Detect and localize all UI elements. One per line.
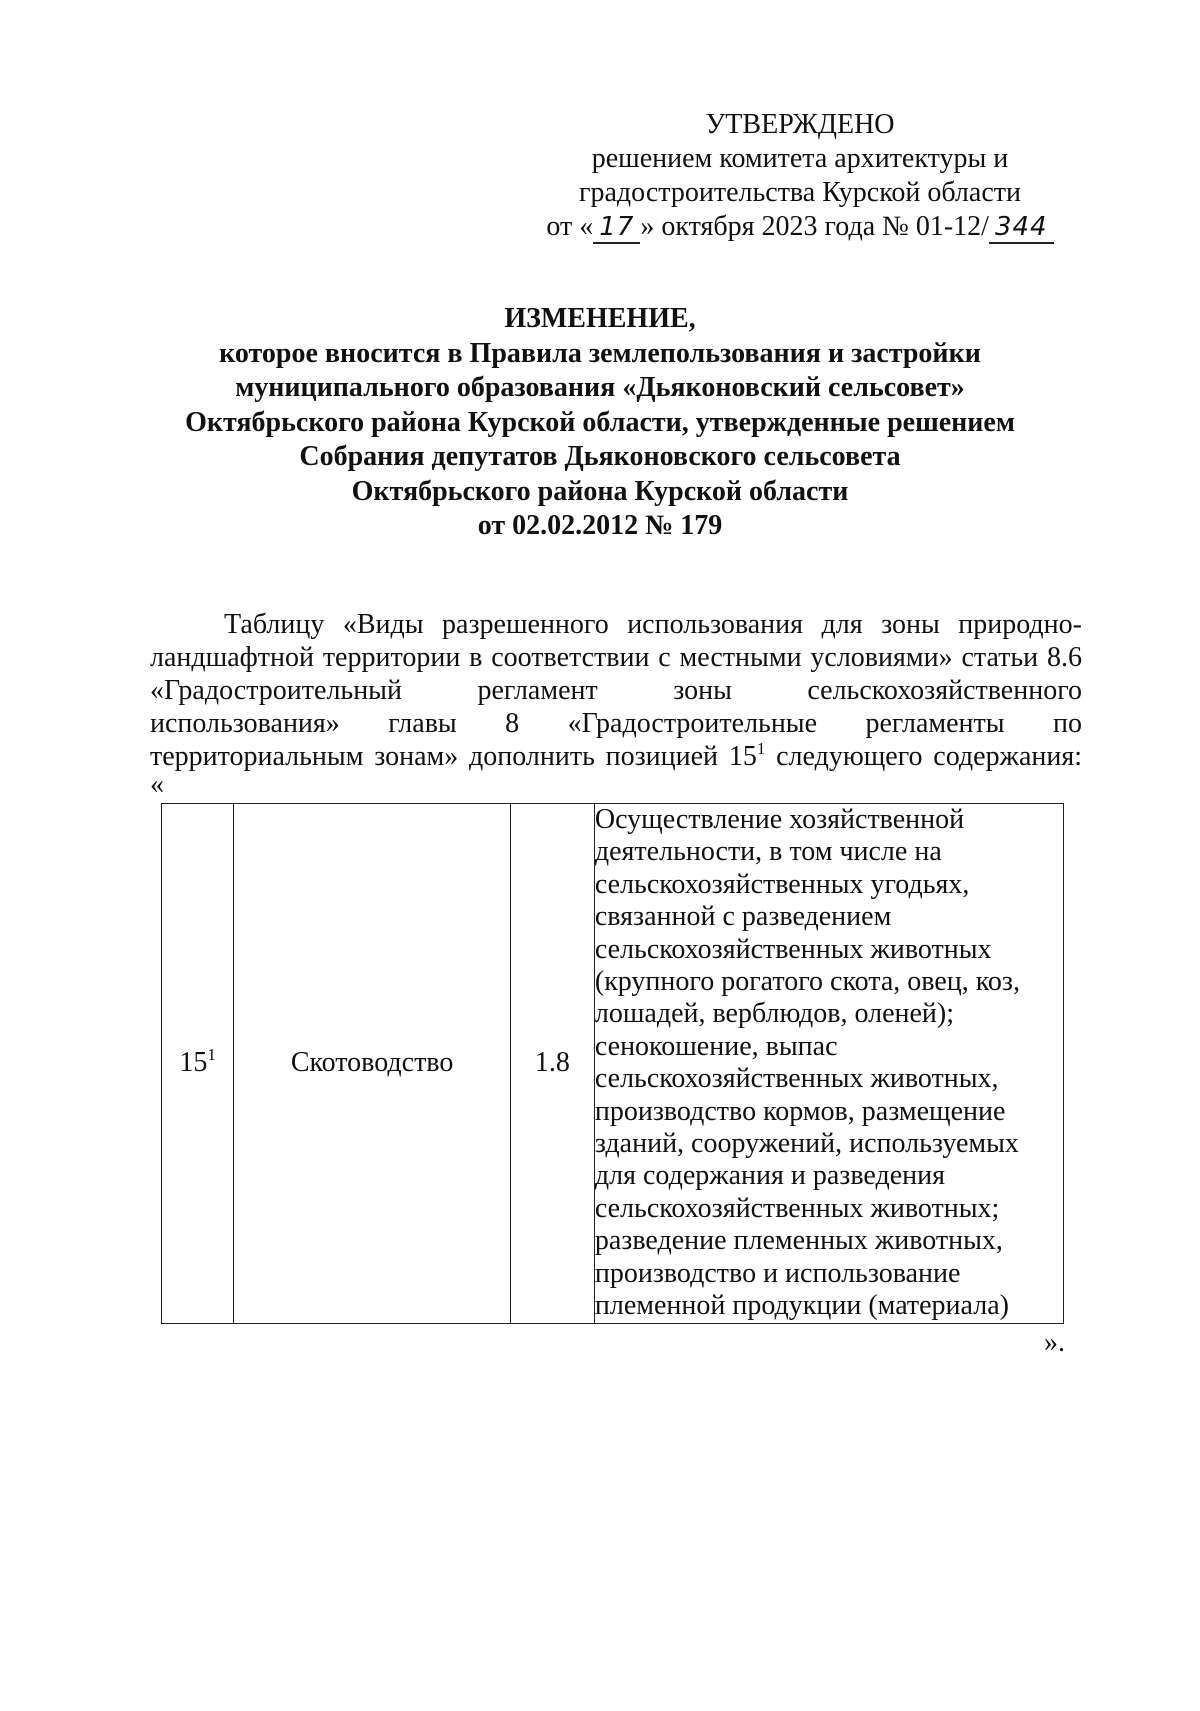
close-quote: ». bbox=[1044, 1327, 1065, 1358]
cell-use-code: 1.8 bbox=[510, 804, 594, 1324]
description-line: сенокошение, выпас bbox=[594, 1030, 838, 1062]
paragraph-line: «Градостроительный регламент зоны сельскохозяйственного bbox=[150, 675, 1082, 706]
title-line: Октябрьского района Курской области, утвержденные решением bbox=[185, 406, 1015, 438]
description-line: производство и использование bbox=[594, 1257, 961, 1289]
paragraph-superscript: 1 bbox=[756, 739, 766, 758]
approval-date-prefix: от « bbox=[546, 211, 594, 242]
body-paragraph bbox=[150, 608, 1082, 773]
description-line: деятельности, в том числе на bbox=[594, 836, 942, 868]
description-line: племенной продукции (материала) bbox=[594, 1290, 1009, 1322]
description-line: (крупного рогатого скота, овец, коз, bbox=[594, 966, 1020, 998]
paragraph-line: ландшафтной территории в соответствии с местными условиями» статьи 8.6 bbox=[150, 642, 1082, 673]
title-line: которое вносится в Правила землепользования и застройки bbox=[219, 337, 981, 369]
paragraph-line: использования» главы 8 «Градостроительные регламенты по bbox=[150, 708, 1082, 739]
cell-description bbox=[594, 804, 1063, 1324]
title-line: муниципального образования «Дьяконовский сельсовет» bbox=[235, 372, 965, 403]
description-line: сельскохозяйственных животных bbox=[594, 933, 992, 965]
approval-date-middle: » октября 2023 года № 01-12/ bbox=[640, 211, 989, 242]
open-quote: « bbox=[150, 769, 164, 800]
title-line: Собрания депутатов Дьяконовского сельсовета bbox=[299, 441, 901, 472]
title-heading: ИЗМЕНЕНИЕ, bbox=[504, 303, 696, 334]
paragraph-last-before: территориальным зонам» дополнить позицией 15 bbox=[150, 741, 757, 772]
approval-line-2: градостроительства Курской области bbox=[579, 177, 1021, 208]
approval-date-day: 17 bbox=[593, 212, 640, 244]
paragraph-line: Таблицу «Виды разрешенного использования для зоны природно- bbox=[224, 609, 1082, 640]
description-line: для содержания и разведения bbox=[594, 1160, 945, 1192]
description-line: зданий, сооружений, используемых bbox=[594, 1128, 1019, 1160]
paragraph-last-after: следующего содержания: bbox=[765, 741, 1082, 772]
description-line: сельскохозяйственных животных; bbox=[594, 1192, 1000, 1224]
description-line: сельскохозяйственных животных, bbox=[594, 1063, 999, 1095]
title-line: от 02.02.2012 № 179 bbox=[477, 510, 723, 541]
description-line: производство кормов, размещение bbox=[594, 1095, 1006, 1127]
approval-heading: УТВЕРЖДЕНО bbox=[705, 109, 895, 140]
description-line: сельскохозяйственных угодьях, bbox=[594, 868, 970, 900]
land-use-table bbox=[161, 803, 1064, 1324]
document-title bbox=[80, 302, 1120, 544]
paragraph-last-line bbox=[150, 740, 1082, 773]
description-line: связанной с разведением bbox=[594, 901, 892, 933]
row-number: 15 bbox=[179, 1047, 208, 1079]
description-line: Осуществление хозяйственной bbox=[594, 804, 965, 835]
approval-block bbox=[520, 108, 1080, 244]
cell-use-name: Скотоводство bbox=[234, 804, 511, 1324]
approval-line-1: решением комитета архитектуры и bbox=[591, 143, 1009, 174]
table-row bbox=[162, 804, 1064, 1324]
description-line: разведение племенных животных, bbox=[594, 1225, 1003, 1257]
approval-doc-number: 344 bbox=[989, 212, 1054, 244]
cell-number bbox=[162, 804, 234, 1324]
title-line: Октябрьского района Курской области bbox=[351, 475, 849, 507]
row-number-superscript: 1 bbox=[207, 1045, 216, 1065]
description-line: лошадей, верблюдов, оленей); bbox=[594, 998, 954, 1030]
approval-date-line bbox=[520, 210, 1080, 244]
